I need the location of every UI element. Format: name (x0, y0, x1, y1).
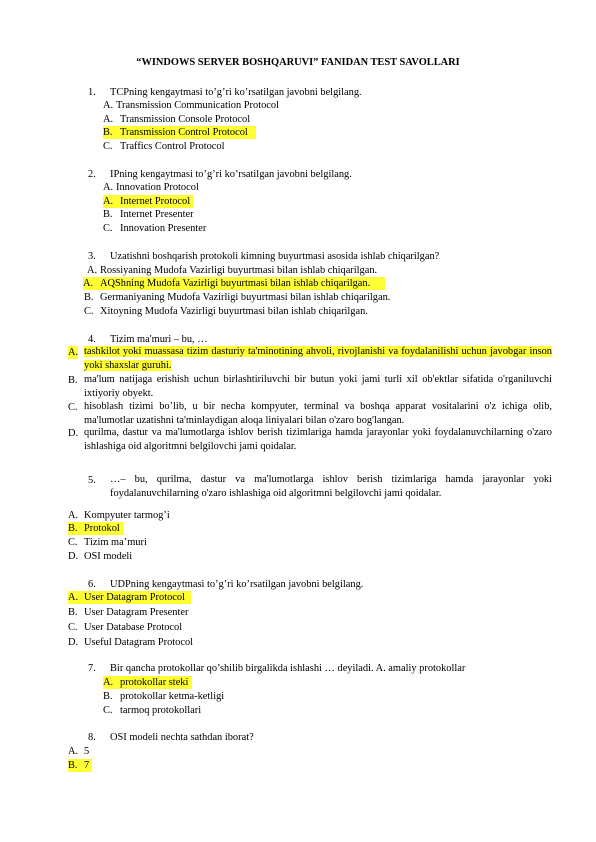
option-letter: C. (103, 705, 113, 716)
option-text: Kompyuter tarmog’i (84, 510, 170, 521)
question-text: OSI modeli nechta sathdan iborat? (110, 732, 254, 743)
option-letter: A. (68, 347, 79, 358)
option-letter: A. (68, 746, 79, 757)
option-letter: A. (68, 510, 79, 521)
option-letter: C. (68, 402, 78, 413)
option-text: Xitoyning Mudofa Vazirligi buyurtmasi bilan ishlab chiqarilgan. (100, 306, 368, 317)
option-letter: B. (68, 760, 78, 771)
question-number: 3. (88, 251, 96, 262)
option-letter: A. (103, 100, 114, 111)
option-text: Useful Datagram Protocol (84, 637, 194, 648)
question-number: 6. (88, 579, 96, 590)
correct-option-highlight (103, 676, 192, 689)
option-letter: A. (103, 677, 114, 688)
option-letter: D. (68, 637, 79, 648)
option-letter: D. (68, 551, 79, 562)
option-text: protokollar ketma-ketligi (120, 691, 225, 702)
correct-option-highlight (84, 345, 552, 373)
option-text: Innovation Presenter (120, 223, 207, 234)
question-text: TCPning kengaytmasi to’g’ri ko’rsatilgan javobni belgilang. (110, 87, 362, 98)
option-letter: B. (84, 292, 94, 303)
correct-option-highlight (68, 759, 92, 772)
option-text: Internet Presenter (120, 209, 194, 220)
option-letter: C. (103, 141, 113, 152)
question-text: …– bu, qurilma, dastur va ma'lumotlarga ishlov berish tizimlariga hamda jarayonlar yoki foydalanuvchilarning o'zaro ishlashiga oid algoritmni belgilovchi jami qoidalar. (110, 474, 552, 499)
option-letter: A. (87, 265, 98, 276)
option-text: Germaniyaning Mudofa Vazirligi buyurtmasi bilan ishlab chiqarilgan. (100, 292, 391, 303)
option-text: qurilma, dastur va ma'lumotlarga ishlov berish tizimlariga hamda jarayonlar yoki foydalanuvchilarning o'zaro ishlashiga oid algoritmni belgilovchi jami qoidalar. (84, 427, 552, 452)
question-number: 5. (88, 475, 96, 486)
question-number: 4. (88, 334, 96, 345)
option-text: 5 (84, 746, 90, 757)
option-text: OSI modeli (84, 551, 133, 562)
question-text: Uzatishni boshqarish protokoli kimning buyurtmasi asosida ishlab chiqarilgan? (110, 251, 440, 262)
option-letter: A. (68, 592, 79, 603)
correct-option-highlight (103, 126, 256, 139)
option-text: Tizim ma’muri (84, 537, 147, 548)
option-letter: A. (83, 278, 94, 289)
document-title: “WINDOWS SERVER BOSHQARUVI” FANIDAN TEST SAVOLLARI (136, 57, 460, 68)
option-text: User Datagram Presenter (84, 607, 189, 618)
question-number: 8. (88, 732, 96, 743)
question-text: IPning kengaytmasi to’g’ri ko’rsatilgan javobni belgilang. (110, 169, 352, 180)
option-letter: C. (68, 537, 78, 548)
option-letter: B. (68, 523, 78, 534)
option-letter: C. (68, 622, 78, 633)
option-text: tarmoq protokollari (120, 705, 202, 716)
correct-option-highlight (103, 195, 194, 208)
correct-option-highlight (83, 277, 385, 290)
option-text: AQShning Mudofa Vazirligi buyurtmasi bilan ishlab chiqarilgan. (100, 278, 371, 289)
option-letter: B. (103, 209, 113, 220)
option-text: ma'lum natijaga erishish uchun birlashtiriluvchi bir butun yoki jami turli xil ob'ektlar sifatida o'rganiluvchi ixtiyoriy obyekt. (84, 374, 552, 399)
option-letter: A. (103, 114, 114, 125)
option-letter: A. (103, 196, 114, 207)
option-text: protokollar steki (120, 677, 189, 688)
question-number: 1. (88, 87, 96, 98)
option-text: Transmission Communication Protocol (116, 100, 279, 111)
option-letter: B. (68, 607, 78, 618)
option-text: Rossiyaning Mudofa Vazirligi buyurtmasi bilan ishlab chiqarilgan. (100, 265, 378, 276)
correct-option-highlight (68, 522, 124, 535)
option-text: Innovation Protocol (116, 182, 199, 193)
question-text: UDPning kengaytmasi to’g’ri ko’rsatilgan javobni belgilang. (110, 579, 364, 590)
question-number: 2. (88, 169, 96, 180)
option-text: Traffics Control Protocol (120, 141, 225, 152)
question-text: Tizim ma'muri – bu, … (110, 334, 208, 345)
option-text: 7 (84, 760, 90, 771)
option-text: Internet Protocol (120, 196, 191, 207)
option-letter: D. (68, 428, 79, 439)
question-text: Bir qancha protokollar qo’shilib birgalikda ishlashi … deyiladi. A. amaliy protokollar (110, 663, 466, 674)
option-letter: B. (68, 375, 78, 386)
option-text: Transmission Console Protocol (120, 114, 251, 125)
option-letter: C. (84, 306, 94, 317)
option-text: Transmission Control Protocol (120, 127, 248, 138)
option-letter: C. (103, 223, 113, 234)
option-letter: B. (103, 127, 113, 138)
option-text: User Datagram Protocol (84, 592, 185, 603)
option-text: tashkilot yoki muassasa tizim dasturiy ta'minotining ahvoli, rivojlanishi va foydalanilishi uchun javobgar inson yoki shaxslar guruhi. (84, 346, 552, 371)
correct-option-highlight (68, 591, 191, 604)
option-text: hisoblash tizimi bo’lib, u bir necha kompyuter, terminal va boshqa apparat vositalarini o'z ichiga olib, ma'lumotlar uzatishni ta'minlaydigan aloqa liniyalari bilan o'zaro bog'langan. (84, 401, 552, 426)
option-text: User Database Protocol (84, 622, 183, 633)
option-text: Protokol (84, 523, 120, 534)
question-number: 7. (88, 663, 96, 674)
option-letter: B. (103, 691, 113, 702)
option-letter: A. (103, 182, 114, 193)
